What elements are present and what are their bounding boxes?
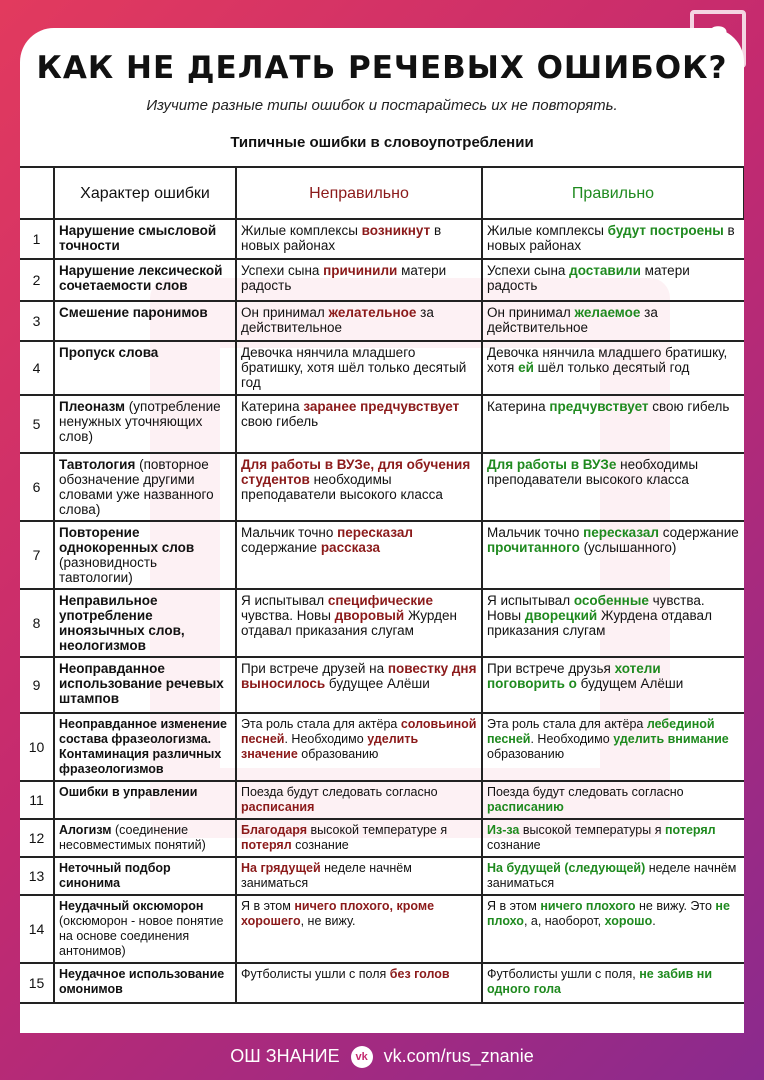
example-text: Я в этом [487,899,541,913]
example-text: в новых районах [487,223,735,253]
example-text: , не вижу. [300,914,356,928]
wrong-highlight: рассказа [320,540,381,555]
content-card [20,28,744,1033]
right-example-cell [482,301,744,341]
table-row [20,895,744,963]
example-text: Журдена отдавал приказания слугам [487,608,712,638]
wrong-highlight: ничего плохого, кроме хорошего [241,899,435,928]
example-text: сознание [487,838,541,852]
row-number: 10 [20,713,54,781]
right-highlight: дворецкий [524,608,598,623]
row-number: 14 [20,895,54,963]
example-text: При встрече друзья [487,661,615,676]
header-right: Правильно [482,167,744,219]
wrong-example-cell [236,453,482,521]
right-highlight: предчувствует [549,399,649,414]
example-text: образованию [487,747,565,761]
error-type: Неоправданное использование речевых штампов [59,661,224,706]
right-highlight: доставили [569,263,641,278]
example-text: за действительное [487,305,658,335]
error-type-explanation: (повторное обозначение другими словами уже названного слова) [59,457,214,517]
wrong-highlight: заранее предчувствует [303,399,460,414]
wrong-example-cell [236,857,482,895]
error-type-cell [54,589,236,657]
error-type-cell [54,819,236,857]
example-text: Футболисты ушли с поля [241,967,390,981]
example-text: содержание [241,540,321,555]
row-number: 1 [20,219,54,259]
example-text: Катерина [241,399,304,414]
wrong-example-cell [236,781,482,819]
example-text: неделе начнём заниматься [241,861,412,890]
right-example-cell [482,219,744,259]
header-number [20,167,54,219]
error-type-cell [54,453,236,521]
table-row [20,259,744,301]
error-type-cell [54,259,236,301]
right-example-cell [482,395,744,453]
row-number: 12 [20,819,54,857]
right-example-cell [482,819,744,857]
error-type-explanation: (разновидность тавтологии) [59,555,158,585]
wrong-example-cell [236,521,482,589]
example-text: чувства. Новы [241,608,335,623]
wrong-highlight: возникнут [361,223,431,238]
right-example-cell [482,781,744,819]
error-type: Нарушение лексической сочетаемости слов [59,263,223,293]
example-text: Он принимал [487,305,575,320]
error-type: Тавтология [59,457,136,472]
table-row [20,657,744,713]
row-number: 6 [20,453,54,521]
wrong-highlight: специфические [327,593,433,608]
example-text: не вижу. Это [635,899,716,913]
wrong-highlight: соловьиной песней [241,717,477,746]
example-text: содержание [658,525,739,540]
wrong-highlight: Благодаря [241,823,308,837]
right-highlight: уделить внимание [613,732,729,746]
error-type-cell [54,395,236,453]
example-text: Я испытывал [241,593,328,608]
example-text: сознание [291,838,349,852]
right-highlight: На будущей (следующей) [487,861,646,875]
right-example-cell [482,341,744,395]
error-type-cell [54,857,236,895]
example-text: Девочка нянчила младшего братишку, хотя шёл только десятый год [241,345,467,390]
error-type: Повторение однокоренных слов [59,525,195,555]
header-error-type: Характер ошибки [54,167,236,219]
row-number: 13 [20,857,54,895]
right-example-cell [482,857,744,895]
table-row [20,963,744,1003]
error-type: Неоправданное изменение состава фразеологизма. Контаминация различных фразеологизмов [59,717,227,776]
wrong-example-cell [236,341,482,395]
right-highlight: расписанию [487,800,564,814]
example-text: высокой температуре я [307,823,448,837]
right-highlight: лебединой песней [487,717,715,746]
right-highlight: не плохо [487,899,730,928]
wrong-example-cell [236,963,482,1003]
error-type-cell [54,781,236,819]
row-number: 2 [20,259,54,301]
right-highlight: не забив ни одного гола [487,967,713,996]
row-number: 11 [20,781,54,819]
right-highlight: Из-за [487,823,520,837]
wrong-highlight: пересказал [337,525,413,540]
right-highlight: прочитанного [487,540,580,555]
example-text: шёл только десятый год [533,360,690,375]
example-text: . [652,914,656,928]
wrong-example-cell [236,259,482,301]
example-text: за действительное [241,305,434,335]
example-text: Поезда будут следовать согласно [487,785,684,799]
wrong-example-cell [236,589,482,657]
error-type: Пропуск слова [59,345,159,360]
wrong-highlight: без голов [389,967,450,981]
row-number: 7 [20,521,54,589]
error-type: Неправильное употребление иноязычных слов, неологизмов [59,593,185,653]
example-text: . Необходимо [284,732,368,746]
example-text: Мальчик точно [487,525,584,540]
error-type-cell [54,657,236,713]
example-text: необходимы преподаватели высокого класса [487,457,699,487]
right-highlight: хорошо [604,914,653,928]
example-text: необходимы преподаватели высокого класса [241,472,443,502]
right-example-cell [482,259,744,301]
error-type: Неудачный оксюморон [59,899,204,913]
example-text: образованию [297,747,379,761]
wrong-highlight: расписания [241,800,315,814]
example-text: Футболисты ушли с поля, [487,967,640,981]
error-type: Ошибки в управлении [59,785,198,799]
error-type-cell [54,521,236,589]
table-row [20,819,744,857]
example-text: Мальчик точно [241,525,338,540]
table-row [20,857,744,895]
right-highlight: желаемое [574,305,641,320]
table-row [20,713,744,781]
wrong-highlight: причинили [323,263,398,278]
table-row [20,589,744,657]
right-highlight: особенные [573,593,649,608]
wrong-highlight: повестку дня выносилось [241,661,477,691]
example-text: будущем Алёши [576,676,684,691]
row-number: 5 [20,395,54,453]
row-number: 4 [20,341,54,395]
example-text: чувства. Новы [487,593,705,623]
example-text: Успехи сына [241,263,324,278]
right-example-cell [482,895,744,963]
example-text: Жилые комплексы [487,223,608,238]
wrong-highlight: уделить значение [241,732,419,761]
right-example-cell [482,657,744,713]
errors-table [20,166,744,1004]
right-highlight: будут построены [607,223,724,238]
error-type-explanation: (соединение несовместимых понятий) [59,823,206,852]
example-text: высокой температуры я [519,823,665,837]
right-highlight: пересказал [583,525,659,540]
table-title: Типичные ошибки в словоупотреблении [230,134,534,151]
error-type: Смешение паронимов [59,305,208,320]
error-type: Плеоназм [59,399,126,414]
table-row [20,219,744,259]
table-row [20,395,744,453]
table-row [20,521,744,589]
row-number: 3 [20,301,54,341]
example-text: в новых районах [241,223,442,253]
wrong-highlight: Для работы в ВУЗе, для обучения студентов [241,457,471,487]
wrong-highlight: дворовый [334,608,405,623]
error-type: Неудачное использование омонимов [59,967,225,996]
example-text: При встрече друзей на [241,661,388,676]
example-text: Я в этом [241,899,295,913]
right-highlight: потерял [664,823,716,837]
right-example-cell [482,713,744,781]
example-text: . Необходимо [530,732,614,746]
right-example-cell [482,453,744,521]
right-example-cell [482,521,744,589]
right-highlight: ей [518,360,534,375]
row-number: 15 [20,963,54,1003]
example-text: (услышанного) [579,540,677,555]
example-text: Он принимал [241,305,329,320]
error-type-cell [54,301,236,341]
right-highlight: Для работы в ВУЗе [487,457,617,472]
example-text: Жилые комплексы [241,223,362,238]
wrong-example-cell [236,657,482,713]
wrong-highlight: желательное [328,305,417,320]
error-type-explanation: (употребление ненужных уточняющих слов) [59,399,221,444]
wrong-example-cell [236,819,482,857]
example-text: Успехи сына [487,263,570,278]
wrong-example-cell [236,895,482,963]
example-text: , а, наоборот, [523,914,605,928]
example-text: свою гибель [241,414,319,429]
error-type-cell [54,895,236,963]
wrong-example-cell [236,395,482,453]
error-type: Алогизм [59,823,112,837]
right-highlight: ничего плохого [540,899,636,913]
table-row [20,341,744,395]
table-row [20,453,744,521]
error-type-explanation: (оксюморон - новое понятие на основе соединения антонимов) [59,914,224,958]
right-example-cell [482,589,744,657]
right-example-cell [482,963,744,1003]
wrong-highlight: потерял [241,838,292,852]
vk-icon: vk [351,1046,373,1068]
example-text: Эта роль стала для актёра [241,717,401,731]
example-text: Поезда будут следовать согласно [241,785,438,799]
header-wrong: Неправильно [236,167,482,219]
wrong-example-cell [236,219,482,259]
example-text: Я испытывал [487,593,574,608]
page-subtitle: Изучите разные типы ошибок и постарайтесь их не повторять. [146,97,618,114]
example-text: матери радость [241,263,447,293]
example-text: неделе начнём заниматься [487,861,737,890]
row-number: 8 [20,589,54,657]
wrong-example-cell [236,301,482,341]
example-text: Журден отдавал приказания слугам [241,608,457,638]
footer-link[interactable]: vk.com/rus_znanie [383,1046,534,1066]
error-type-cell [54,219,236,259]
footer-brand: ОШ ЗНАНИЕ [230,1046,340,1066]
example-text: свою гибель [648,399,730,414]
row-number: 9 [20,657,54,713]
footer [0,1046,764,1068]
error-type-cell [54,963,236,1003]
table-header-row [20,167,744,219]
example-text: Катерина [487,399,550,414]
error-type-cell [54,713,236,781]
right-highlight: хотели поговорить о [487,661,661,691]
error-type: Неточный подбор синонима [59,861,171,890]
error-type: Нарушение смысловой точности [59,223,217,253]
page-title: КАК НЕ ДЕЛАТЬ РЕЧЕВЫХ ОШИБОК? [36,50,728,86]
table-row [20,781,744,819]
example-text: будущее Алёши [325,676,430,691]
example-text: Эта роль стала для актёра [487,717,647,731]
table-row [20,301,744,341]
wrong-highlight: На грядущей [241,861,321,875]
error-type-cell [54,341,236,395]
wrong-example-cell [236,713,482,781]
example-text: матери радость [487,263,690,293]
example-text: Девочка нянчила младшего братишку, хотя [487,345,728,375]
